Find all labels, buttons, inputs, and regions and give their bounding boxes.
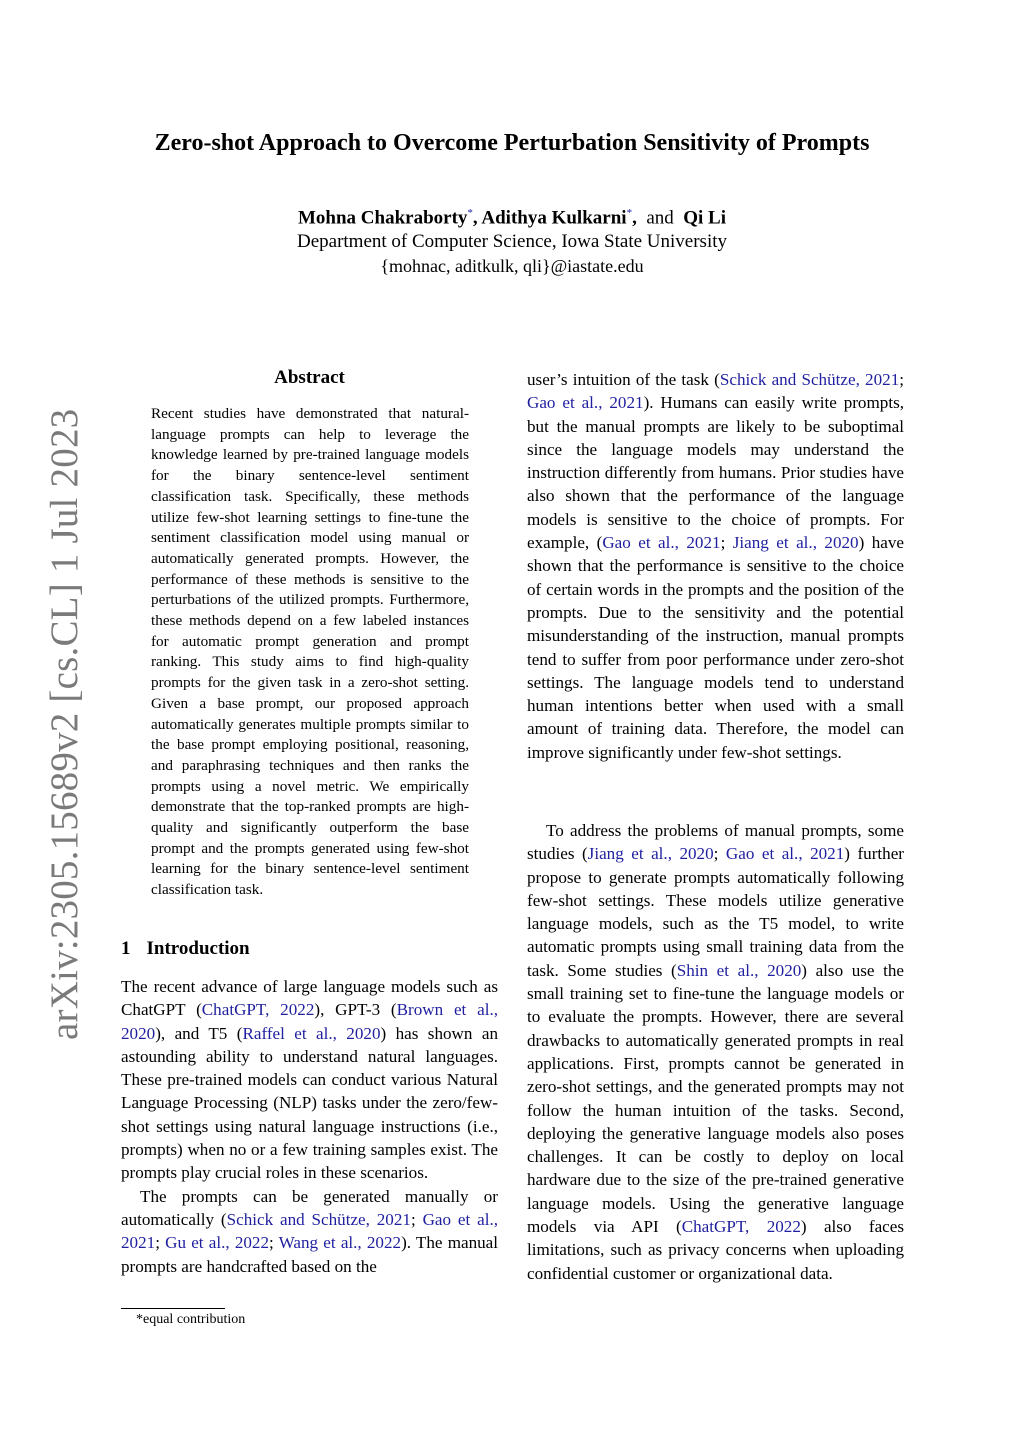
citation-link[interactable]: Schick and Schütze, 2021 — [719, 370, 900, 389]
right-column-body — [527, 368, 904, 764]
citation-link[interactable]: Raffel et al., 2020 — [242, 1023, 381, 1043]
author-name: Adithya Kulkarni — [481, 207, 627, 229]
section-title: Introduction — [146, 938, 250, 959]
arxiv-identifier: arXiv:2305.15689v2 [cs.CL] 1 Jul 2023 — [43, 408, 86, 1040]
author-list: Mohna Chakraborty*, Adithya Kulkarni*, and Qi Li — [297, 207, 727, 229]
paragraph: To address the problems of manual prompts, some studies (Jiang et al., 2020; Gao et al., 2021) further propose to generate prompts automatically following few-shot settings. These models utilize generative language models, such as the T5 model, to write automatic prompts using small training data from the task. Some studies (Shin et al., 2020) also use the small training set to fine-tune the language models or to evaluate the prompts. However, there are several drawbacks to automatically generated prompts in real applications. First, prompts cannot be generated in zero-shot settings, and the generated prompts may not follow the human intuition of the tasks. Second, deploying the generative language models also poses challenges. It can be costly to deploy on local hardware due to the size of the pre-trained generative language models. Using the generative language models via API (ChatGPT, 2022) also faces limitations, such as privacy concerns when uploading confidential customer or organizational data. — [527, 821, 904, 1283]
citation-link[interactable]: ChatGPT, 2022 — [201, 1000, 315, 1020]
citation-link[interactable]: Schick and Schütze, 2021 — [226, 1209, 411, 1229]
abstract-text: Recent studies have demonstrated that natural-language prompts can help to leverage the knowledge learned by pre-trained language models for the binary sentence-level sentiment classification task. Specifically, these methods utilize few-shot learning settings to fine-tune the sentiment classification model using manual or automatically generated prompts. However, the performance of these methods is sensitive to the perturbations of the utilized prompts. Furthermore, these methods depend on a few labeled instances for automatic prompt generation and prompt ranking. This study aims to find high-quality prompts for the given task in a zero-shot setting. Given a base prompt, our proposed approach automatically generates multiple prompts similar to the base prompt employing positional, reasoning, and paraphrasing techniques and then ranks the prompts using a novel metric. We empirically demonstrate that the top-ranked prompts are high-quality and significantly outperform the base prompt and the prompts generated using few-shot learning for the binary sentence-level sentiment classification task. — [151, 405, 469, 899]
citation-link[interactable]: Gao et al., 2021 — [527, 393, 644, 413]
equal-contribution-mark[interactable]: * — [626, 207, 633, 219]
abstract-heading: Abstract — [274, 367, 345, 388]
paragraph: user’s intuition of the task (Schick and Schütze, 2021; Gao et al., 2021). Humans can easily write prompts, but the manual prompts are likely to be suboptimal since the language models may understand the instruction differently from humans. Prior studies have also shown that the performance of the language models is sensitive to the choice of prompts. For example, (Gao et al., 2021; Jiang et al., 2020) have shown that the performance is sensitive to the choice of certain words in the prompts and the position of the prompts. Due to the sensitivity and the potential misunderstanding of the instruction, manual prompts tend to suffer from poor performance under zero-shot settings. The language models tend to understand human intentions better when used with a small amount of training data. Therefore, the model can improve significantly under few-shot settings. — [527, 370, 905, 762]
section-heading — [121, 938, 266, 960]
right-column-body — [527, 819, 904, 1285]
paragraph: The recent advance of large language models such as ChatGPT (ChatGPT, 2022), GPT-3 (Brown et al., 2020), and T5 (Raffel et al., 2020) has shown an astounding ability to understand natural languages. These pre-trained models can conduct various Natural Language Processing (NLP) tasks under the zero/few-shot settings using natural language instructions (i.e., prompts) when no or a few training samples exist. The prompts play crucial roles in these scenarios. — [121, 977, 499, 1183]
citation-link[interactable]: Gao et al., 2021 — [602, 533, 721, 553]
citation-link[interactable]: Gu et al., 2022 — [165, 1233, 270, 1253]
footnote-divider — [121, 1308, 225, 1309]
equal-contribution-mark[interactable]: * — [467, 207, 473, 219]
citation-link[interactable]: ChatGPT, 2022 — [681, 1217, 801, 1237]
citation-link[interactable]: Jiang et al., 2020 — [587, 844, 714, 864]
paper-title: Zero-shot Approach to Overcome Perturbation Sensitivity of Prompts — [154, 130, 870, 156]
affiliation: Department of Computer Science, Iowa State University — [296, 231, 727, 252]
author-email: {mohnac, aditkulk, qli}@iastate.edu — [380, 256, 644, 276]
paragraph: The prompts can be generated manually or automatically (Schick and Schütze, 2021; Gao et al., 2021; Gu et al., 2022; Wang et al., 2022). The manual prompts are handcrafted based on the — [121, 1186, 499, 1276]
citation-link[interactable]: Gao et al., 2021 — [725, 844, 845, 864]
citation-link[interactable]: Brown et al., 2020 — [121, 1000, 499, 1043]
citation-link[interactable]: Wang et al., 2022 — [278, 1233, 402, 1253]
author-name: Mohna Chakraborty — [297, 207, 468, 229]
citation-link[interactable]: Jiang et al., 2020 — [732, 533, 859, 553]
author-conjunction: and — [646, 207, 674, 229]
footnote: *equal contribution — [136, 1312, 246, 1327]
citation-link[interactable]: Gao et al., 2021 — [121, 1209, 498, 1253]
section-number: 1 — [121, 938, 131, 959]
author-name: Qi Li — [683, 207, 727, 229]
left-column-body — [121, 975, 498, 1278]
citation-link[interactable]: Shin et al., 2020 — [676, 960, 802, 980]
